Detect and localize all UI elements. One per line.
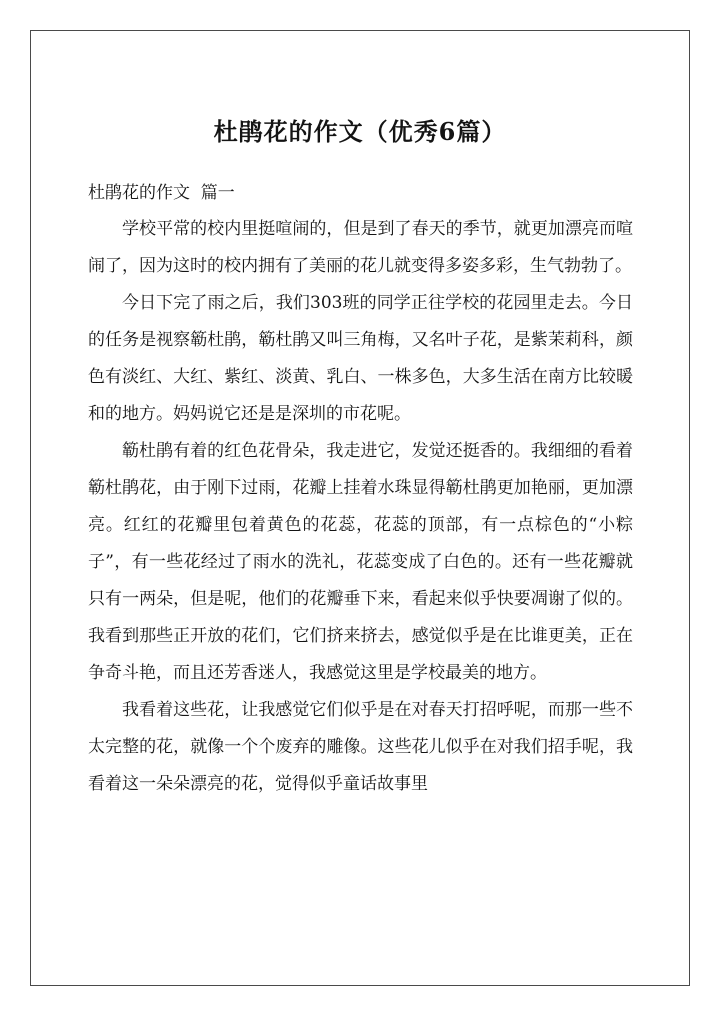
paragraph-4: 我看着这些花，让我感觉它们似乎是在对春天打招呼呢，而那一些不太完整的花，就像一个个废弃的雕像。这些花儿似乎在对我们招手呢，我看着这一朵朵漂亮的花，觉得似乎童话故事里 — [88, 700, 633, 794]
section-heading: 杜鹃花的作文 篇一 — [88, 183, 235, 203]
paragraph-2: 今日下完了雨之后，我们303班的同学正往学校的花园里走去。今日的任务是视察簕杜鹃，簕杜鹃又叫三角梅，又名叶子花，是紫茉莉科，颜色有淡红、大红、紫红、淡黄、乳白、一株多色，大多生活在南方比较暖和的地方。妈妈说它还是是深圳的市花呢。 — [88, 293, 633, 424]
document-title: 杜鹃花的作文（优秀6篇） — [213, 117, 507, 146]
document-body — [88, 211, 633, 803]
paragraph-1: 学校平常的校内里挺喧闹的，但是到了春天的季节，就更加漂亮而喧闹了，因为这时的校内拥有了美丽的花儿就变得多姿多彩，生气勃勃了。 — [88, 219, 633, 276]
paragraph-3: 簕杜鹃有着的红色花骨朵，我走进它，发觉还挺香的。我细细的看着簕杜鹃花，由于刚下过雨，花瓣上挂着水珠显得簕杜鹃更加艳丽，更加漂亮。红红的花瓣里包着黄色的花蕊，花蕊的顶部，有一点棕色的“小粽子”，有一些花经过了雨水的洗礼，花蕊变成了白色的。还有一些花瓣就只有一两朵，但是呢，他们的花瓣垂下来，看起来似乎快要凋谢了似的。我看到那些正开放的花们，它们挤来挤去，感觉似乎是在比谁更美，正在争奇斗艳，而且还芳香迷人，我感觉这里是学校最美的地方。 — [88, 441, 633, 683]
